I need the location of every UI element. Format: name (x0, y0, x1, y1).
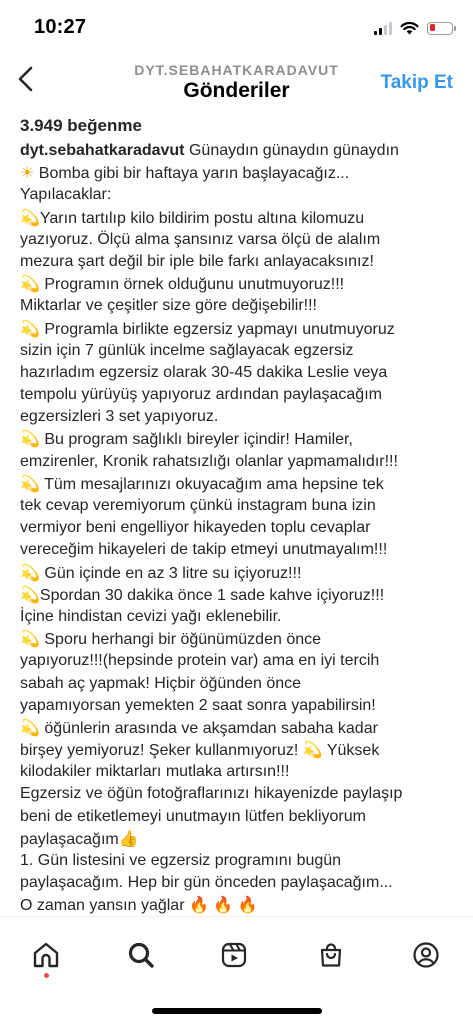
caption-text: paylaşacağım (20, 830, 119, 848)
caption-text: Yarın tartılıp kilo bildirim postu altına kilomuzu (39, 209, 365, 227)
caption-text: Tüm mesajlarınızı okuyacağım ama hepsine tek (44, 475, 384, 493)
caption-line (20, 606, 466, 628)
caption-text: mezura şart değil bir iple bile farkı anlayacaksınız! (20, 252, 374, 270)
sparkle-icon: 💫 (302, 740, 323, 760)
caption-text: sizin için 7 günlük incelme sağlayacak egzersiz (20, 341, 354, 359)
like-count[interactable]: 3.949 beğenme (20, 116, 142, 135)
caption-text: kilodakiler miktarları mutlaka artırsın!!! (20, 763, 290, 781)
caption-line (20, 362, 466, 384)
caption-text: hazırladım egzersiz olarak 30-45 dakika Leslie veya (20, 363, 388, 381)
fire-icon: 🔥 (213, 895, 234, 915)
tab-search[interactable] (121, 935, 161, 975)
caption-text: 1. Gün listesini ve egzersiz programını bugün (20, 852, 342, 869)
caption-line (20, 562, 466, 584)
caption-text: Gün içinde en az 3 litre su içiyoruz!!! (44, 564, 302, 582)
caption-text: birşey yemiyoruz! Şeker kullanmıyoruz! (20, 742, 299, 760)
sparkle-icon: 💫 (20, 318, 40, 338)
fire-icon: 🔥 (237, 895, 258, 915)
profile-icon (412, 941, 440, 969)
tab-home[interactable] (26, 935, 66, 975)
caption-username[interactable]: dyt.sebahatkaradavut (20, 142, 185, 159)
caption-text: İçine hindistan cevizi yağı eklenebilir. (20, 607, 282, 625)
caption-text: Sporu herhangi bir öğünümüzden önce (44, 631, 322, 649)
sparkle-icon: 💫 (20, 274, 40, 294)
caption-line (20, 162, 466, 184)
caption-text: yazıyoruz. Ölçü alma şansınız varsa ölçü de alalım (20, 230, 381, 248)
caption-line (20, 584, 466, 606)
caption-line (20, 318, 466, 340)
caption-line (20, 473, 466, 495)
sparkle-icon: 💫 (20, 629, 40, 649)
caption-line (20, 273, 466, 295)
caption-text: tek cevap veremiyorum çünkü instagram buna izin (20, 497, 376, 514)
wifi-icon (400, 21, 419, 35)
thumbs-up-icon: 👍 (118, 828, 139, 848)
caption-text: öğünlerin arasında ve akşamdan sabaha kadar (44, 719, 378, 737)
page-title: Gönderiler (183, 79, 290, 102)
follow-button[interactable]: Takip Et (380, 72, 453, 93)
caption-text: O zaman yansın yağlar (20, 897, 185, 915)
sparkle-icon: 💫 (20, 584, 40, 604)
caption-text: Programın örnek olduğunu unutmuyoruz!!! (44, 276, 345, 294)
account-name: DYT.SEBAHATKARADAVUT (134, 62, 339, 78)
battery-level-fill (430, 24, 435, 31)
caption-line (20, 406, 466, 428)
shop-icon (317, 941, 345, 969)
caption-text: sabah aç yapmak! Hiçbir öğünden önce (20, 674, 302, 692)
caption-line (20, 428, 466, 450)
reels-icon (220, 941, 248, 969)
caption-text: vereceğim hikayeleri de takip etmeyi unutmayalım!!! (20, 541, 388, 559)
status-icons (374, 21, 453, 35)
sparkle-icon: 💫 (20, 473, 40, 493)
tab-shop[interactable] (311, 935, 351, 975)
caption-line (20, 650, 466, 672)
caption-line (20, 184, 466, 206)
tab-profile[interactable] (406, 935, 446, 975)
post-caption (20, 140, 466, 916)
sparkle-icon: 💫 (20, 717, 40, 737)
caption-line (20, 828, 466, 850)
caption-text: Yüksek (326, 742, 380, 760)
battery-icon (427, 22, 453, 35)
caption-text: egzersizleri 3 set yapıyoruz. (20, 408, 219, 426)
caption-line (20, 673, 466, 695)
fire-icon: 🔥 (188, 895, 209, 915)
notification-dot (44, 973, 49, 978)
caption-text: vermiyor beni engelliyor hikayeden toplu cevaplar (20, 519, 371, 537)
caption-text: Spordan 30 dakika önce 1 sade kahve içiyoruz!!! (39, 586, 385, 604)
signal-icon (374, 22, 392, 35)
caption-line (20, 628, 466, 650)
caption-line (20, 695, 466, 717)
caption-line (20, 717, 466, 739)
caption-line (20, 229, 466, 251)
caption-text: Bu program sağlıklı bireyler içindir! Hamiler, (44, 431, 353, 449)
caption-text: tempolu yürüyüş yapıyoruz ardından paylaşacağım (20, 386, 382, 404)
status-time: 10:27 (34, 16, 87, 38)
caption-line (20, 451, 466, 473)
caption-text: Egzersiz ve öğün fotoğraflarınızı hikayenizde paylaşıp (20, 785, 403, 803)
caption-line (20, 384, 466, 406)
caption-text: yapamıyorsan yemekten 2 saat sonra yapabilirsin! (20, 696, 376, 714)
caption-text: Bomba gibi bir haftaya yarın başlayacağız... (38, 165, 350, 183)
caption-line (20, 207, 466, 229)
caption-text: Günaydın günaydın günaydın (188, 142, 399, 159)
caption-line (20, 894, 466, 916)
caption-line (20, 761, 466, 783)
caption-text: paylaşacağım. Hep bir gün önceden paylaşacağım... (20, 874, 393, 892)
caption-text: emzirenler, Kronik rahatsızlığı olanlar yapmamalıdır!!! (20, 452, 398, 470)
caption-text: Miktarlar ve çeşitler size göre değişebilir!!! (20, 297, 317, 315)
caption-line (20, 739, 466, 761)
sun-icon: ☀ (20, 163, 35, 183)
caption-line (20, 251, 466, 273)
caption-line (20, 140, 466, 162)
caption-text: beni de etiketlemeyi unutmayın lütfen bekliyorum (20, 807, 366, 825)
caption-text: Yapılacaklar: (20, 186, 112, 204)
caption-line (20, 517, 466, 539)
caption-line (20, 539, 466, 561)
caption-line (20, 806, 466, 828)
home-icon (32, 941, 60, 969)
tab-reels[interactable] (214, 935, 254, 975)
caption-line (20, 495, 466, 517)
sparkle-icon: 💫 (20, 562, 40, 582)
caption-line (20, 295, 466, 317)
caption-line (20, 850, 466, 872)
caption-line (20, 872, 466, 894)
top-navigation (0, 52, 473, 108)
caption-line (20, 783, 466, 805)
caption-text: Programla birlikte egzersiz yapmayı unutmuyoruz (44, 320, 395, 338)
search-icon (127, 941, 155, 969)
caption-text: yapıyoruz!!!(hepsinde protein var) ama en iyi tercih (20, 652, 380, 670)
status-bar (0, 0, 473, 52)
sparkle-icon: 💫 (20, 429, 40, 449)
caption-line (20, 340, 466, 362)
sparkle-icon: 💫 (20, 207, 40, 227)
home-indicator (152, 1008, 322, 1014)
